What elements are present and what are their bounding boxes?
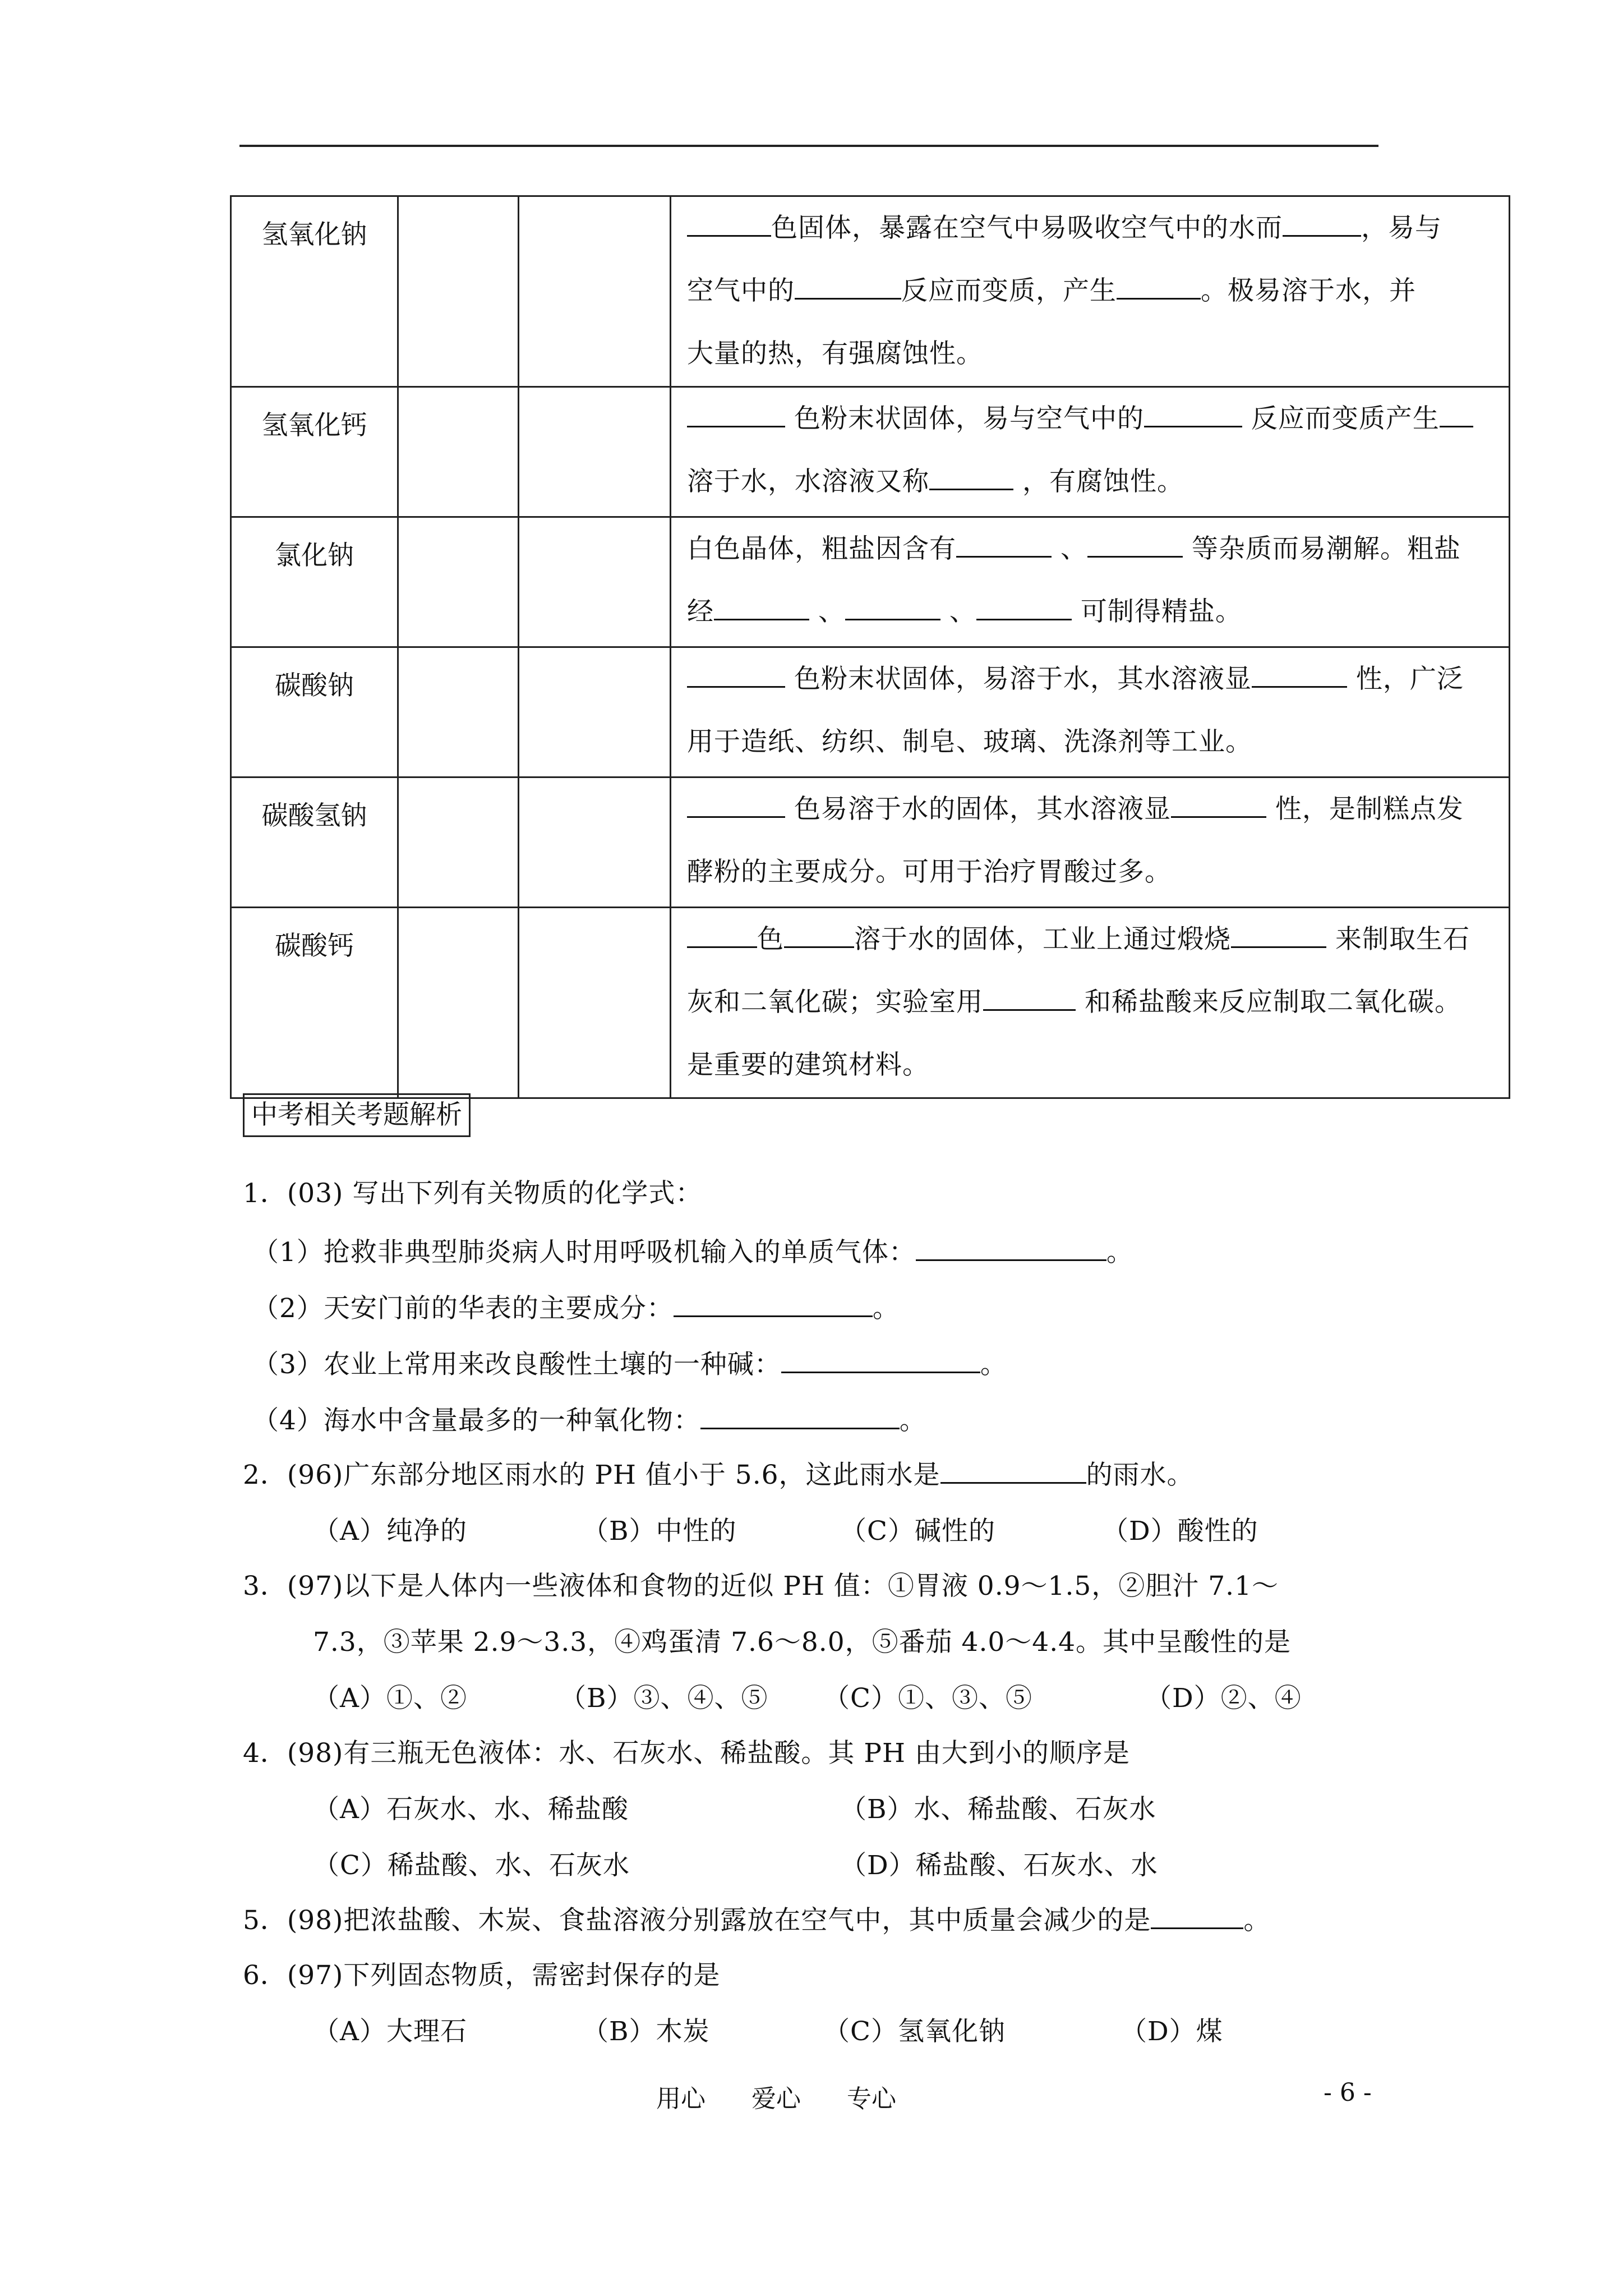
empty-cell[interactable] (398, 196, 519, 387)
page-number: - 6 - (1324, 2078, 1372, 2107)
text-segment: 色粉末状固体，易溶于水，其水溶液显 (785, 664, 1252, 694)
footer-text-3: 专心 (847, 2085, 896, 2113)
text-segment: （B）木炭 (582, 2016, 710, 2047)
text-segment: 的雨水。 (1086, 1460, 1194, 1490)
description-line (687, 648, 1496, 711)
text-segment: 4．(98)有三瓶无色液体：水、石灰水、稀盐酸。其 PH 由大到小的顺序是 (243, 1738, 1130, 1769)
question-line (1145, 1677, 1302, 1715)
text-segment: 酵粉的主要成分。可用于治疗胃酸过多。 (687, 857, 1172, 887)
text-segment: 5．(98)把浓盐酸、木炭、食盐溶液分别露放在空气中，其中质量会减少的是 (243, 1905, 1151, 1936)
description-line (687, 1034, 1496, 1097)
substance-name: 氯化钠 (231, 517, 398, 647)
question-line (313, 1677, 467, 1715)
text-segment: 白色晶体，粗盐因含有 (687, 533, 956, 564)
table-row (231, 908, 1510, 1098)
table-row (231, 647, 1510, 777)
question-line (313, 2010, 467, 2048)
text-segment: 性，广泛 (1347, 664, 1464, 694)
fill-in-blank[interactable] (956, 530, 1052, 558)
fill-in-blank[interactable] (700, 1402, 900, 1429)
text-segment: 。 (899, 1405, 926, 1436)
empty-cell[interactable] (398, 517, 519, 647)
description-line (687, 778, 1496, 841)
table-row (231, 387, 1510, 517)
text-segment: 反应而变质产生 (1242, 403, 1440, 434)
fill-in-blank[interactable] (687, 921, 757, 948)
question-line (582, 1510, 737, 1548)
text-segment: 反应而变质，产生 (901, 275, 1117, 306)
footer-text-2: 爱心 (751, 2085, 801, 2113)
text-segment: 、 (940, 596, 976, 627)
text-segment: （1）抢救非典型肺炎病人时用呼吸机输入的单质气体： (252, 1237, 916, 1268)
fill-in-blank[interactable] (916, 1234, 1106, 1261)
description-line (687, 711, 1496, 774)
description-line (687, 323, 1496, 385)
text-segment: 3．(97)以下是人体内一些液体和食物的近似 PH 值：①胃液 0.9～1.5，②胆汁 7.1～ (243, 1571, 1279, 1602)
fill-in-blank[interactable] (1117, 272, 1201, 300)
question-line (243, 1454, 1194, 1492)
text-segment: 6．(97)下列固态物质，需密封保存的是 (243, 1960, 721, 1991)
text-segment: 性，是制糕点发 (1266, 794, 1464, 825)
text-segment: （D）酸性的 (1102, 1516, 1258, 1547)
fill-in-blank[interactable] (795, 272, 901, 300)
question-line (243, 1565, 1279, 1603)
question-line (252, 1400, 926, 1437)
text-segment: （3）农业上常用来改良酸性土壤的一种碱： (252, 1349, 781, 1380)
header-rule (239, 145, 1378, 147)
question-line (313, 1844, 630, 1882)
fill-in-blank[interactable] (1231, 921, 1326, 948)
text-segment: 色易溶于水的固体，其水溶液显 (785, 794, 1171, 825)
description-cell (671, 196, 1510, 387)
empty-cell[interactable] (519, 196, 671, 387)
fill-in-blank[interactable] (845, 593, 940, 620)
text-segment: 色固体，暴露在空气中易吸收空气中的水而 (771, 213, 1283, 243)
question-line (840, 1788, 1156, 1826)
text-segment: 来制取生石 (1326, 924, 1470, 955)
text-segment: （D）煤 (1121, 2016, 1223, 2047)
text-segment: 是重要的建筑材料。 (687, 1050, 929, 1080)
properties-table (230, 195, 1510, 1099)
text-segment: 和稀盐酸来反应制取二氧化碳。 (1076, 987, 1461, 1018)
question-line (1102, 1510, 1258, 1548)
fill-in-blank[interactable] (1252, 660, 1347, 688)
question-line (313, 1788, 629, 1826)
fill-in-blank[interactable] (674, 1290, 873, 1317)
text-segment: （B）③、④、⑤ (560, 1683, 768, 1714)
text-segment: 。极易溶于水，并 (1201, 275, 1416, 306)
text-segment: 可制得精盐。 (1071, 596, 1242, 627)
question-line (252, 1343, 1007, 1381)
fill-in-blank[interactable] (1087, 530, 1183, 558)
text-segment: 1．(03) 写出下列有关物质的化学式： (243, 1178, 703, 1209)
description-line (687, 908, 1496, 971)
text-segment: （C）氢氧化钠 (823, 2016, 1006, 2047)
description-line (687, 841, 1496, 904)
fill-in-blank[interactable] (929, 463, 1013, 490)
fill-in-blank[interactable] (1440, 400, 1473, 427)
fill-in-blank[interactable] (784, 921, 854, 948)
question-line (243, 1954, 720, 1992)
question-line (840, 1510, 995, 1548)
fill-in-blank[interactable] (976, 593, 1072, 620)
text-segment: （B）中性的 (582, 1516, 737, 1547)
question-line (313, 1510, 467, 1548)
fill-in-blank[interactable] (1283, 209, 1361, 237)
question-line (823, 2010, 1006, 2048)
text-segment: （4）海水中含量最多的一种氧化物： (252, 1405, 700, 1436)
text-segment: 溶于水，水溶液又称 (687, 466, 929, 497)
empty-cell[interactable] (398, 777, 519, 908)
question-line (582, 2010, 710, 2048)
section-title: 中考相关考题解析 (243, 1093, 471, 1137)
text-segment: 色 (757, 924, 784, 955)
fill-in-blank[interactable] (714, 593, 809, 620)
text-segment: 2．(96)广东部分地区雨水的 PH 值小于 5.6，这此雨水是 (243, 1460, 940, 1490)
fill-in-blank[interactable] (687, 400, 785, 427)
empty-cell[interactable] (519, 387, 671, 517)
text-segment: 经 (687, 596, 714, 627)
text-segment: （C）稀盐酸、水、石灰水 (313, 1850, 630, 1881)
fill-in-blank[interactable] (983, 983, 1076, 1011)
text-segment: 等杂质而易潮解。粗盐 (1182, 533, 1461, 564)
question-line (840, 1844, 1158, 1882)
description-cell (671, 777, 1510, 908)
substance-name: 碳酸氢钠 (231, 777, 398, 908)
footer-text-1: 用心 (656, 2085, 706, 2113)
empty-cell[interactable] (519, 777, 671, 908)
text-segment: （2）天安门前的华表的主要成分： (252, 1293, 674, 1324)
text-segment: （B）水、稀盐酸、石灰水 (840, 1794, 1156, 1825)
text-segment: 。 (872, 1293, 900, 1324)
question-line (823, 1677, 1032, 1715)
question-line (1121, 2010, 1223, 2048)
table-row (231, 196, 1510, 387)
description-line (687, 388, 1496, 450)
description-cell (671, 517, 1510, 647)
fill-in-blank[interactable] (687, 660, 785, 688)
text-segment: 。 (1243, 1905, 1271, 1936)
substance-name: 氢氧化钙 (231, 387, 398, 517)
text-segment: ，有腐蚀性。 (1013, 466, 1184, 497)
text-segment: ，易与 (1361, 213, 1442, 243)
description-cell (671, 387, 1510, 517)
table-row (231, 777, 1510, 908)
fill-in-blank[interactable] (1171, 790, 1266, 818)
question-line (252, 1231, 1133, 1269)
text-segment: 7.3，③苹果 2.9～3.3，④鸡蛋清 7.6～8.0，⑤番茄 4.0～4.4。其中呈酸性的是 (313, 1627, 1292, 1658)
question-line (313, 1621, 1291, 1659)
empty-cell[interactable] (519, 647, 671, 777)
description-line (687, 518, 1496, 581)
empty-cell[interactable] (519, 517, 671, 647)
description-cell (671, 908, 1510, 1098)
text-segment: 用于造纸、纺织、制皂、玻璃、洗涤剂等工业。 (687, 726, 1252, 757)
question-line (243, 1732, 1130, 1770)
text-segment: （D）②、④ (1145, 1683, 1302, 1714)
fill-in-blank[interactable] (687, 209, 771, 237)
description-line (687, 197, 1496, 260)
text-segment: 、 (809, 596, 845, 627)
text-segment: 空气中的 (687, 275, 795, 306)
text-segment: 、 (1052, 533, 1087, 564)
fill-in-blank[interactable] (940, 1456, 1086, 1484)
text-segment: （C）①、③、⑤ (823, 1683, 1032, 1714)
empty-cell[interactable] (398, 647, 519, 777)
text-segment: 大量的热，有强腐蚀性。 (687, 338, 983, 369)
text-segment: （A）石灰水、水、稀盐酸 (313, 1794, 629, 1825)
description-cell (671, 647, 1510, 777)
text-segment: 。 (980, 1349, 1007, 1380)
text-segment: 溶于水的固体，工业上通过煅烧 (854, 924, 1231, 955)
description-line (687, 260, 1496, 323)
text-segment: （A）纯净的 (313, 1516, 467, 1547)
empty-cell[interactable] (398, 387, 519, 517)
table-row (231, 517, 1510, 647)
text-segment: 灰和二氧化碳；实验室用 (687, 987, 983, 1018)
question-line (560, 1677, 768, 1715)
substance-name: 碳酸钙 (231, 908, 398, 1098)
text-segment: 。 (1106, 1237, 1133, 1268)
text-segment: （D）稀盐酸、石灰水、水 (840, 1850, 1158, 1881)
text-segment: （A）①、② (313, 1683, 467, 1714)
substance-name: 碳酸钠 (231, 647, 398, 777)
substance-name: 氢氧化钠 (231, 196, 398, 387)
question-line (252, 1287, 900, 1325)
empty-cell[interactable] (519, 908, 671, 1098)
description-line (687, 971, 1496, 1034)
fill-in-blank[interactable] (687, 790, 785, 818)
fill-in-blank[interactable] (781, 1346, 980, 1373)
question-line (243, 1172, 702, 1210)
fill-in-blank[interactable] (1151, 1902, 1243, 1929)
text-segment: 色粉末状固体，易与空气中的 (785, 403, 1144, 434)
description-line (687, 581, 1496, 643)
text-segment: （A）大理石 (313, 2016, 467, 2047)
description-line (687, 450, 1496, 513)
fill-in-blank[interactable] (1144, 400, 1242, 427)
empty-cell[interactable] (398, 908, 519, 1098)
text-segment: （C）碱性的 (840, 1516, 995, 1547)
question-line (243, 1899, 1270, 1937)
